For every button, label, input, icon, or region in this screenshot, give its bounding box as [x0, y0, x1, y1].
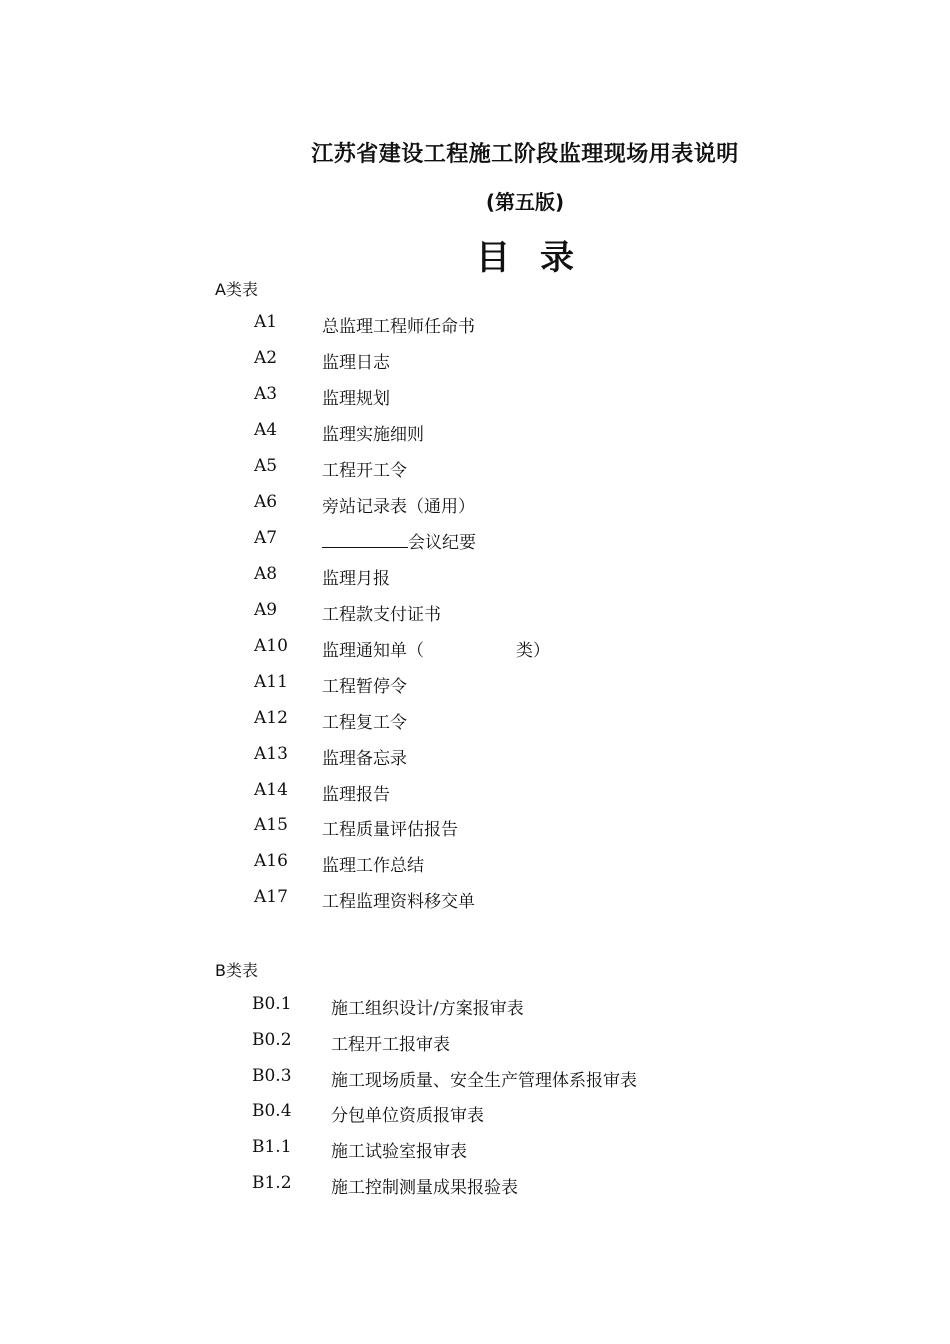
- item-name: 监理日志: [322, 353, 390, 373]
- item-name-suffix: 会议纪要: [408, 533, 476, 553]
- item-name: 施工试验室报审表: [331, 1142, 467, 1162]
- item-name: 工程开工令: [322, 461, 407, 481]
- item-code: A2: [254, 348, 278, 368]
- item-code: A9: [254, 600, 278, 620]
- toc-heading: 目录: [476, 238, 604, 278]
- blank-underline: [322, 530, 408, 548]
- item-code: A10: [254, 636, 288, 656]
- item-name: 监理报告: [322, 785, 390, 805]
- item-code: A6: [254, 492, 278, 512]
- item-name: 旁站记录表（通用）: [322, 497, 475, 517]
- item-name: 工程暂停令: [322, 677, 407, 697]
- item-name-prefix: 监理通知单（: [322, 641, 424, 661]
- item-code: A15: [254, 815, 288, 835]
- item-name: 工程开工报审表: [331, 1035, 450, 1055]
- document-title: 江苏省建设工程施工阶段监理现场用表说明: [311, 142, 739, 167]
- item-name: 监理备忘录: [322, 749, 407, 769]
- item-code: B0.1: [252, 994, 292, 1014]
- item-code: A5: [254, 456, 278, 476]
- edition-label: (第五版): [485, 190, 565, 214]
- item-code: A12: [254, 708, 288, 728]
- item-name: 分包单位资质报审表: [331, 1106, 484, 1126]
- item-name: 施工控制测量成果报验表: [331, 1178, 518, 1198]
- item-code: B1.2: [252, 1173, 292, 1193]
- item-name: 工程复工令: [322, 713, 407, 733]
- item-code: B0.2: [252, 1030, 292, 1050]
- item-name: 监理月报: [322, 569, 390, 589]
- item-name: 施工组织设计/方案报审表: [331, 999, 524, 1019]
- item-code: B0.4: [252, 1101, 292, 1121]
- item-code: A17: [254, 887, 288, 907]
- item-code: A1: [254, 312, 278, 332]
- item-name: 监理规划: [322, 389, 390, 409]
- item-code: A14: [254, 780, 288, 800]
- section-a-label: A类表: [215, 280, 258, 299]
- item-code: A4: [254, 420, 278, 440]
- item-name: [322, 636, 550, 661]
- section-b-label: B类表: [215, 961, 258, 980]
- item-code: A3: [254, 384, 278, 404]
- item-name: [322, 528, 476, 553]
- item-name: 监理实施细则: [322, 425, 424, 445]
- item-name: 监理工作总结: [322, 856, 424, 876]
- item-name: 施工现场质量、安全生产管理体系报审表: [331, 1071, 637, 1091]
- item-name: 工程质量评估报告: [322, 820, 458, 840]
- item-code: A7: [254, 528, 278, 548]
- item-name: 工程监理资料移交单: [322, 892, 475, 912]
- item-code: B1.1: [252, 1137, 292, 1157]
- item-code: A16: [254, 851, 288, 871]
- item-code: A8: [254, 564, 278, 584]
- item-code: A13: [254, 744, 288, 764]
- item-code: A11: [254, 672, 288, 692]
- item-name: 总监理工程师任命书: [322, 317, 475, 337]
- item-name-suffix: 类）: [516, 641, 550, 661]
- item-name: 工程款支付证书: [322, 605, 441, 625]
- item-code: B0.3: [252, 1066, 292, 1086]
